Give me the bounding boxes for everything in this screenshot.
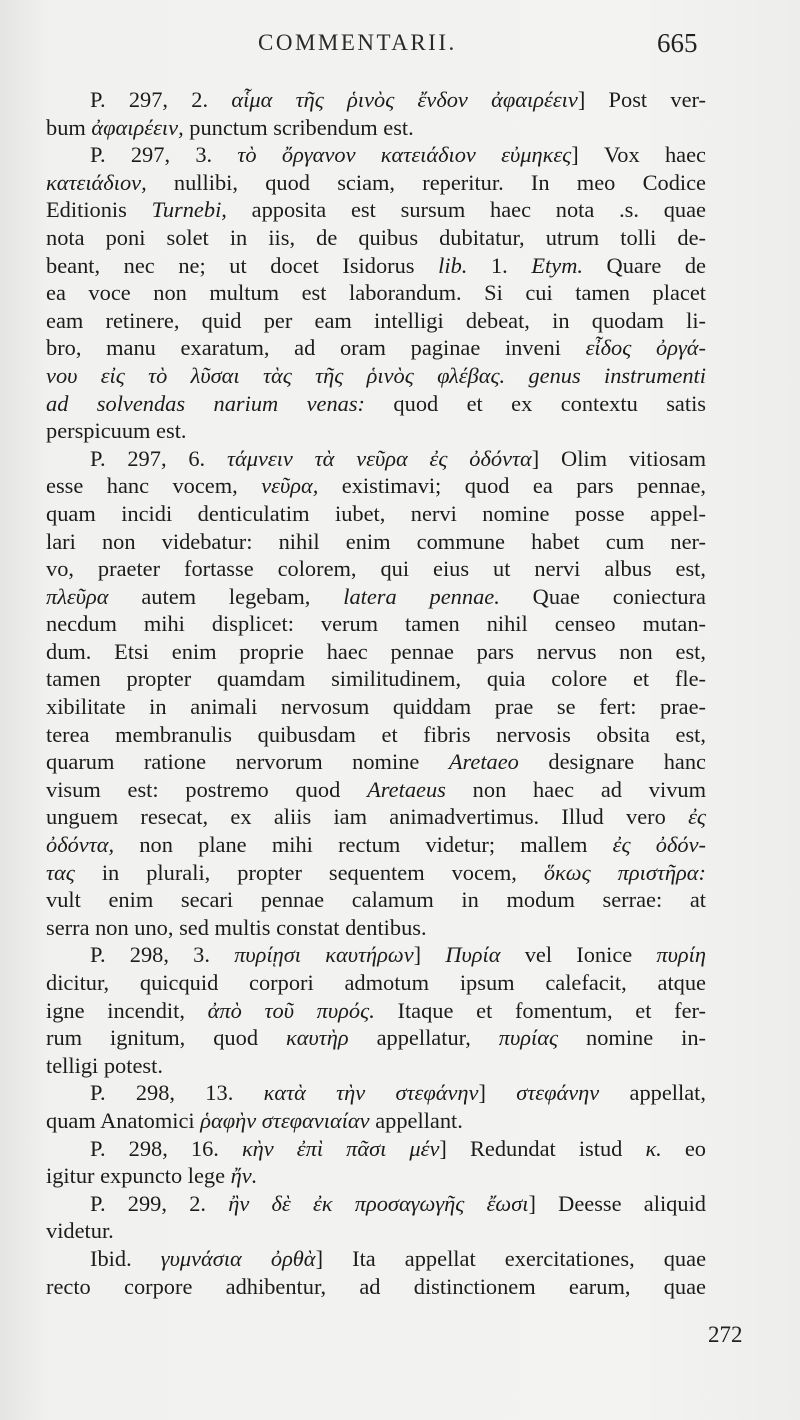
italic-text: Aretaeus xyxy=(367,776,446,802)
roman-text: videtur. xyxy=(46,1218,114,1244)
roman-text: designare hanc xyxy=(518,749,706,775)
roman-text: appellant. xyxy=(369,1107,463,1133)
text-line xyxy=(46,417,706,445)
greek-text: ἀπὸ τοῦ πυρός. xyxy=(207,997,375,1023)
italic-text: Aretaeo xyxy=(448,749,519,775)
text-line xyxy=(46,610,706,638)
text-line xyxy=(46,472,706,500)
roman-text: P. 298, 13. xyxy=(90,1080,264,1106)
italic-text: ad solvendas narium venas: xyxy=(46,390,366,416)
roman-text: xibilitate in animali nervosum quiddam prae se fert: prae- xyxy=(46,694,706,720)
roman-text: P. 299, 2. xyxy=(90,1190,229,1216)
text-line xyxy=(46,279,706,307)
roman-text: ] Ita appellat exercitationes, quae xyxy=(315,1245,707,1271)
roman-text: unguem resecat, ex aliis iam animadvertimus. Illud vero xyxy=(46,804,689,830)
roman-text: bro, manu exaratum, ad oram paginae inveni xyxy=(46,335,586,361)
roman-text: dicitur, quicquid corpori admotum ipsum calefacit, atque xyxy=(46,970,706,995)
roman-text: ] Vox haec xyxy=(571,142,706,168)
greek-text: ἐς ὀδόν- xyxy=(612,832,706,858)
roman-text: nota poni solet in iis, de quibus dubitatur, utrum tolli de- xyxy=(46,224,706,250)
text-line xyxy=(46,390,706,418)
greek-text: νου εἰς τὸ λῦσαι τὰς τῆς ῥινὸς φλέβας. xyxy=(46,362,506,388)
roman-text: non haec ad vivum xyxy=(445,776,707,802)
text-line xyxy=(46,528,706,556)
roman-text: non plane mihi rectum videtur; mallem xyxy=(114,832,613,858)
text-line xyxy=(46,776,706,804)
roman-text: ] Olim vitiosam xyxy=(531,445,706,471)
greek-text: πυρίας xyxy=(498,1025,559,1051)
greek-text: τας xyxy=(46,859,75,885)
greek-text: στεφάνην xyxy=(516,1080,600,1106)
italic-text: Turnebi, xyxy=(151,197,227,223)
greek-text: ὀδόντα, xyxy=(46,832,115,858)
roman-text: Ibid. xyxy=(90,1245,161,1271)
roman-text: recto corpore adhibentur, ad distinctionem earum, quae xyxy=(46,1273,706,1299)
greek-text: καυτὴρ xyxy=(285,1025,349,1051)
text-line xyxy=(46,224,706,252)
text-line xyxy=(46,914,706,942)
text-line xyxy=(46,445,706,473)
text-line xyxy=(46,1162,706,1190)
roman-text: Quare de xyxy=(582,252,706,278)
greek-text: κατὰ τὴν στεφάνην xyxy=(263,1080,479,1106)
roman-text: ] Deesse aliquid xyxy=(528,1190,706,1216)
roman-text: Itaque et fomentum, et fer- xyxy=(374,997,707,1023)
roman-text: P. 297, 2. xyxy=(90,87,232,112)
roman-text: ] Post ver- xyxy=(577,87,706,112)
roman-text: P. 297, 3. xyxy=(90,142,238,168)
roman-text: eo xyxy=(661,1135,706,1161)
roman-text: ] xyxy=(478,1080,517,1106)
text-line xyxy=(46,1052,706,1080)
italic-text: lib. xyxy=(438,252,468,278)
text-line xyxy=(46,114,706,142)
text-line xyxy=(46,362,706,390)
roman-text: telligi potest. xyxy=(46,1052,163,1078)
roman-text: vel Ionice xyxy=(500,942,657,968)
roman-text: necdum mihi displicet: verum tamen nihil censeo mutan- xyxy=(46,611,706,637)
roman-text: rum ignitum, quod xyxy=(46,1025,286,1051)
text-line xyxy=(46,693,706,721)
greek-text: ἤν. xyxy=(230,1163,258,1189)
roman-text: dum. Etsi enim proprie haec pennae pars nervus non est, xyxy=(46,638,706,664)
roman-text: 1. xyxy=(467,252,532,278)
greek-text: γυμνάσια ὀρθὰ xyxy=(160,1245,316,1271)
roman-text: nomine in- xyxy=(558,1025,706,1051)
greek-text: τάμνειν τὰ νεῦρα ἐς ὀδόντα xyxy=(226,445,532,471)
greek-text: εἶδος ὀργά- xyxy=(585,335,706,361)
text-line xyxy=(46,1190,706,1218)
roman-text: terea membranulis quibusdam et fibris nervosis obsita est, xyxy=(46,721,706,747)
text-line xyxy=(46,583,706,611)
text-line xyxy=(46,1024,706,1052)
roman-text: quarum ratione nervorum nomine xyxy=(46,749,449,775)
text-line xyxy=(46,1079,706,1107)
roman-text: eam retinere, quid per eam intelligi debeat, in quodam li- xyxy=(46,307,706,333)
greek-text: ῥαφὴν στεφανιαίαν xyxy=(200,1107,370,1133)
text-line xyxy=(46,886,706,914)
greek-text: ἢν δὲ ἐκ προσαγωγῆς ἔωσι xyxy=(228,1190,529,1216)
roman-text: quam Anatomici xyxy=(46,1107,201,1133)
greek-text: ἐς xyxy=(688,804,706,830)
roman-text: P. 298, 3. xyxy=(90,942,235,968)
text-line xyxy=(46,1107,706,1135)
roman-text xyxy=(505,363,528,388)
roman-text: vult enim secari pennae calamum in modum serrae: at xyxy=(46,887,706,913)
commentary-body xyxy=(46,86,706,1300)
italic-text: latera pennae. xyxy=(343,583,500,609)
roman-text: in plurali, propter sequentem vocem, xyxy=(74,859,544,885)
text-line xyxy=(46,555,706,583)
italic-text: Etym. xyxy=(531,252,583,278)
page-number: 665 xyxy=(657,28,698,58)
text-line xyxy=(46,748,706,776)
roman-text: quod et ex contextu satis xyxy=(365,390,707,416)
text-line xyxy=(46,196,706,224)
greek-text: Πυρία xyxy=(445,942,501,968)
text-line xyxy=(46,1217,706,1245)
greek-text: νεῦρα, xyxy=(261,473,319,499)
roman-text: autem legebam, xyxy=(108,583,344,609)
roman-text: esse hanc vocem, xyxy=(46,473,262,499)
text-line xyxy=(46,334,706,362)
roman-text: visum est: postremo quod xyxy=(46,776,368,802)
greek-text: τὸ ὄργανον κατειάδιον εὐμηκες xyxy=(237,142,572,168)
text-line xyxy=(46,252,706,280)
roman-text: lari non videbatur: nihil enim commune habet cum ner- xyxy=(46,528,706,554)
greek-text: αἷμα τῆς ῥινὸς ἔνδον ἀφαιρέειν xyxy=(231,87,578,112)
greek-text: κατειάδιον, xyxy=(46,169,147,195)
roman-text: apposita est sursum haec nota .s. quae xyxy=(226,197,706,223)
text-line xyxy=(46,141,706,169)
text-line xyxy=(46,1135,706,1163)
greek-text: πλεῦρα xyxy=(46,583,109,609)
text-line xyxy=(46,665,706,693)
margin-reference-number: 272 xyxy=(708,1322,743,1347)
roman-text: bum xyxy=(46,114,92,140)
text-line xyxy=(46,638,706,666)
text-line xyxy=(46,86,706,114)
roman-text: igne incendit, xyxy=(46,997,208,1023)
text-line xyxy=(46,859,706,887)
text-line xyxy=(46,831,706,859)
roman-text: punctum scribendum est. xyxy=(183,114,414,140)
running-head: COMMENTARII. xyxy=(258,30,457,55)
roman-text: serra non uno, sed multis constat dentibus. xyxy=(46,914,427,940)
roman-text: appellatur, xyxy=(348,1025,499,1051)
text-line xyxy=(46,169,706,197)
greek-text: πυρίῃσι καυτήρων xyxy=(234,942,414,968)
roman-text: existimavi; quod ea pars pennae, xyxy=(318,473,706,499)
text-line xyxy=(46,307,706,335)
roman-text: tamen propter quamdam similitudinem, quia colore et fle- xyxy=(46,666,706,692)
greek-text: κ. xyxy=(645,1135,662,1161)
roman-text: quam incidi denticulatim iubet, nervi nomine posse appel- xyxy=(46,500,706,526)
roman-text: P. 298, 16. xyxy=(90,1135,242,1161)
roman-text: appellat, xyxy=(599,1080,706,1106)
text-line xyxy=(46,969,706,997)
roman-text: igitur expuncto lege xyxy=(46,1163,231,1189)
roman-text: perspicuum est. xyxy=(46,418,187,444)
roman-text: P. 297, 6. xyxy=(90,445,227,471)
page-header xyxy=(0,30,800,70)
roman-text: ] xyxy=(413,942,446,968)
greek-text: ὅκως πριστῆρα: xyxy=(543,859,706,885)
text-line xyxy=(46,803,706,831)
greek-text: ἀφαιρέειν, xyxy=(91,114,184,140)
text-line xyxy=(46,941,706,969)
roman-text: Quae coniectura xyxy=(499,583,706,609)
roman-text: vo, praeter fortasse colorem, qui eius ut nervi albus est, xyxy=(46,556,706,582)
roman-text: nullibi, quod sciam, reperitur. In meo Codice xyxy=(146,169,706,195)
roman-text: beant, nec ne; ut docet Isidorus xyxy=(46,252,439,278)
text-line xyxy=(46,1273,706,1301)
italic-text: genus instrumenti xyxy=(528,362,706,388)
roman-text: Editionis xyxy=(46,197,152,223)
text-line xyxy=(46,1245,706,1273)
text-line xyxy=(46,500,706,528)
roman-text: ea voce non multum est laborandum. Si cui tamen placet xyxy=(46,280,706,306)
text-line xyxy=(46,997,706,1025)
greek-text: πυρίη xyxy=(656,942,706,968)
roman-text: ] Redundat istud xyxy=(439,1135,646,1161)
greek-text: κὴν ἐπὶ πᾶσι μέν xyxy=(241,1135,440,1161)
text-line xyxy=(46,721,706,749)
